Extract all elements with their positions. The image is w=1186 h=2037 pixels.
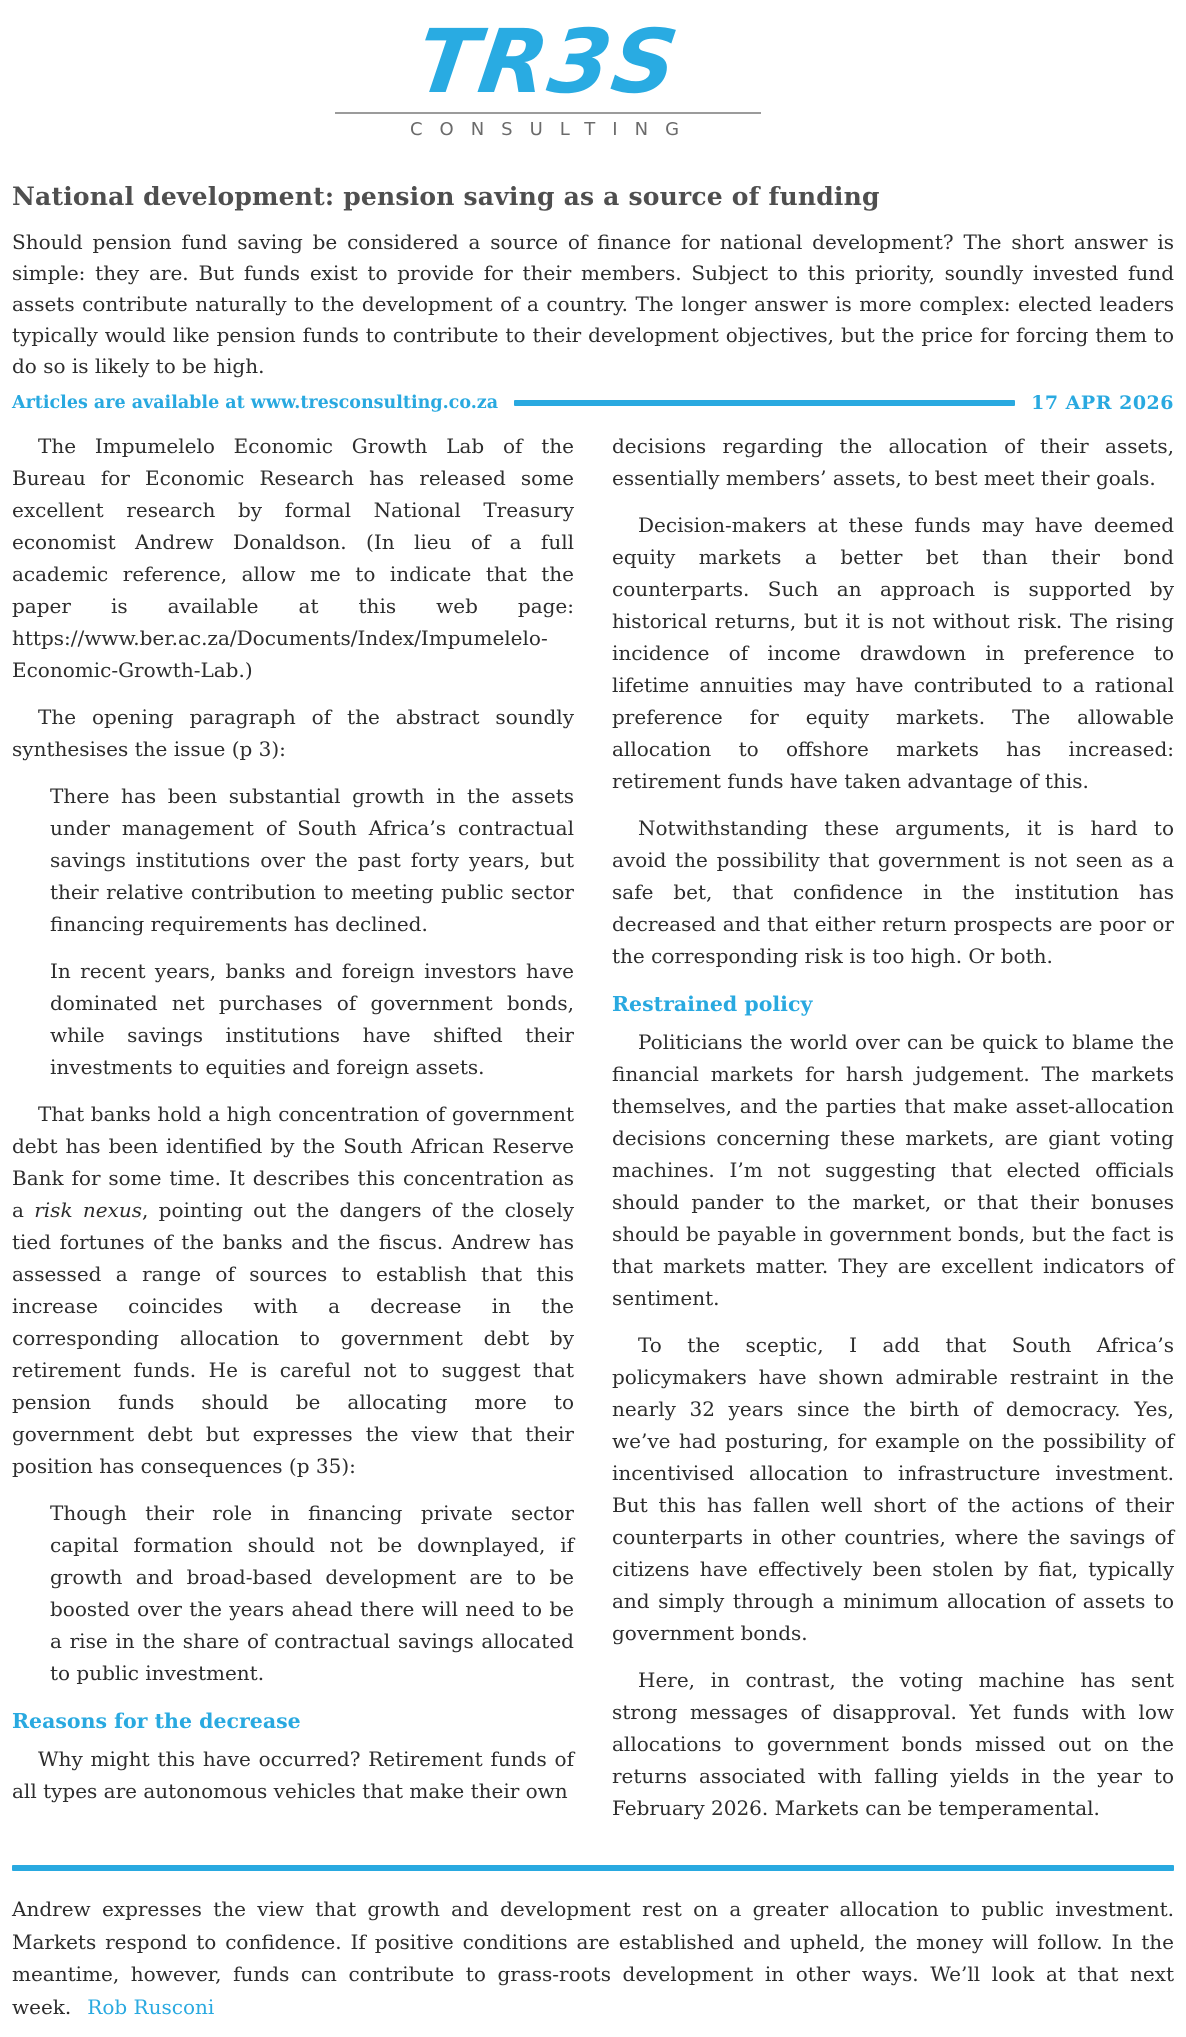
paragraph: The opening paragraph of the abstract soundly synthesises the issue (p 3): <box>12 705 574 761</box>
footer <box>12 1865 1174 2023</box>
articles-link[interactable]: Articles are available at www.tresconsulting.co.za <box>12 393 499 413</box>
paragraph: Notwithstanding these arguments, it is hard to avoid the possibility that government is not seen as a safe bet, that confidence in the institution has decreased and that either return prospects are poor or the corresponding risk is too high. Or both. <box>612 816 1174 968</box>
paragraph: decisions regarding the allocation of their assets, essentially members’ assets, to best meet their goals. <box>612 434 1174 490</box>
paragraph-text: , pointing out the dangers of the closely tied fortunes of the banks and the fiscus. Andrew has assessed a range of sources to establish that this increase coincides with a decrease in the corresponding allocation to government debt by retirement funds. He is careful not to suggest that pension funds should be allocating more to government debt but expresses the view that their position has consequences (p 35): <box>12 1198 575 1478</box>
paragraph <box>12 1098 574 1482</box>
info-bar <box>12 392 1174 414</box>
paragraph-text: That banks hold a high concentration of government debt has been identified by the South African Reserve Bank for some time. It describes this concentration as a <box>12 1102 574 1222</box>
section-heading-restrained-policy: Restrained policy <box>612 992 813 1016</box>
issue-date: 17 APR 2026 <box>1031 392 1174 414</box>
section-heading-reasons-for-the-decrease: Reasons for the decrease <box>12 1709 301 1733</box>
left-column <box>12 430 574 1822</box>
paragraph: To the sceptic, I add that South Africa’s policymakers have shown admirable restraint in the nearly 32 years since the birth of democracy. Yes, we’ve had posturing, for example on the possibility of incentivised allocation to infrastructure investment. But this has fallen well short of the actions of their counterparts in other countries, where the savings of citizens have effectively been stolen by fiat, typically and simply through a minimum allocation of assets to government bonds. <box>612 1333 1174 1645</box>
paragraph: Decision-makers at these funds may have deemed equity markets a better bet than their bond counterparts. Such an approach is supported by historical returns, but it is not without risk. The rising incidence of income drawdown in preference to lifetime annuities may have contributed to a rational preference for equity markets. The allowable allocation to offshore markets has increased: retirement funds have taken advantage of this. <box>612 513 1174 793</box>
logo-subtitle: CONSULTING <box>409 119 697 140</box>
logo-wordmark: TR3S <box>410 10 686 113</box>
block-quote: There has been substantial growth in the assets under management of South Africa’s contractual savings institutions over the past forty years, but their relative contribution to meeting public sector financing requirements has declined. <box>50 784 574 936</box>
paragraph: Politicians the world over can be quick to blame the financial markets for harsh judgement. The markets themselves, and the parties that make asset-allocation decisions concerning these markets, are giant voting machines. I’m not suggesting that elected officials should pander to the market, or that their bonuses should be payable in government bonds, but the fact is that markets matter. They are excellent indicators of sentiment. <box>612 1030 1174 1310</box>
italic-term: risk nexus <box>34 1198 142 1222</box>
paragraph-text: Andrew expresses the view that growth and development rest on a greater allocation to public investment. Markets respond to confidence. If positive conditions are established and upheld, the money will follow. In the meantime, however, funds can contribute to grass-roots development in other ways. We’ll look at that next week. <box>12 1897 1174 2019</box>
logo <box>333 10 763 140</box>
paragraph: Here, in contrast, the voting machine has sent strong messages of disapproval. Yet funds with low allocations to government bonds missed out on the returns associated with falling yields in the year to February 2026. Markets can be temperamental. <box>612 1668 1174 1820</box>
page-title: National development: pension saving as a source of funding <box>12 182 880 211</box>
closing-paragraph <box>12 1893 1174 2023</box>
paragraph: Why might this have occurred? Retirement funds of all types are autonomous vehicles that make their own <box>12 1747 574 1803</box>
intro-paragraph: Should pension fund saving be considered a source of finance for national development? The short answer is simple: they are. But funds exist to provide for their members. Subject to this priority, soundly invested fund assets contribute naturally to the development of a country. The longer answer is more complex: elected leaders typically would like pension funds to contribute to their development objectives, but the price for forcing them to do so is likely to be high. <box>12 230 1174 378</box>
right-column <box>612 430 1174 1839</box>
block-quote: In recent years, banks and foreign investors have dominated net purchases of government bonds, while savings institutions have shifted their investments to equities and foreign assets. <box>50 959 574 1079</box>
footer-divider-rule <box>12 1865 1174 1871</box>
block-quote: Though their role in financing private sector capital formation should not be downplayed, if growth and broad-based development are to be boosted over the years ahead there will need to be a rise in the share of contractual savings allocated to public investment. <box>50 1501 574 1685</box>
author-name: Rob Rusconi <box>87 1994 215 2019</box>
info-divider-rule <box>514 400 1015 406</box>
article-body <box>12 430 1174 1839</box>
paragraph: The Impumelelo Economic Growth Lab of the Bureau for Economic Research has released some excellent research by formal National Treasury economist Andrew Donaldson. (In lieu of a full academic reference, allow me to indicate that the paper is available at this web page: https://www.ber.ac.za/Documents/Index/Impumelelo-Economic-Growth-Lab.) <box>12 434 574 682</box>
